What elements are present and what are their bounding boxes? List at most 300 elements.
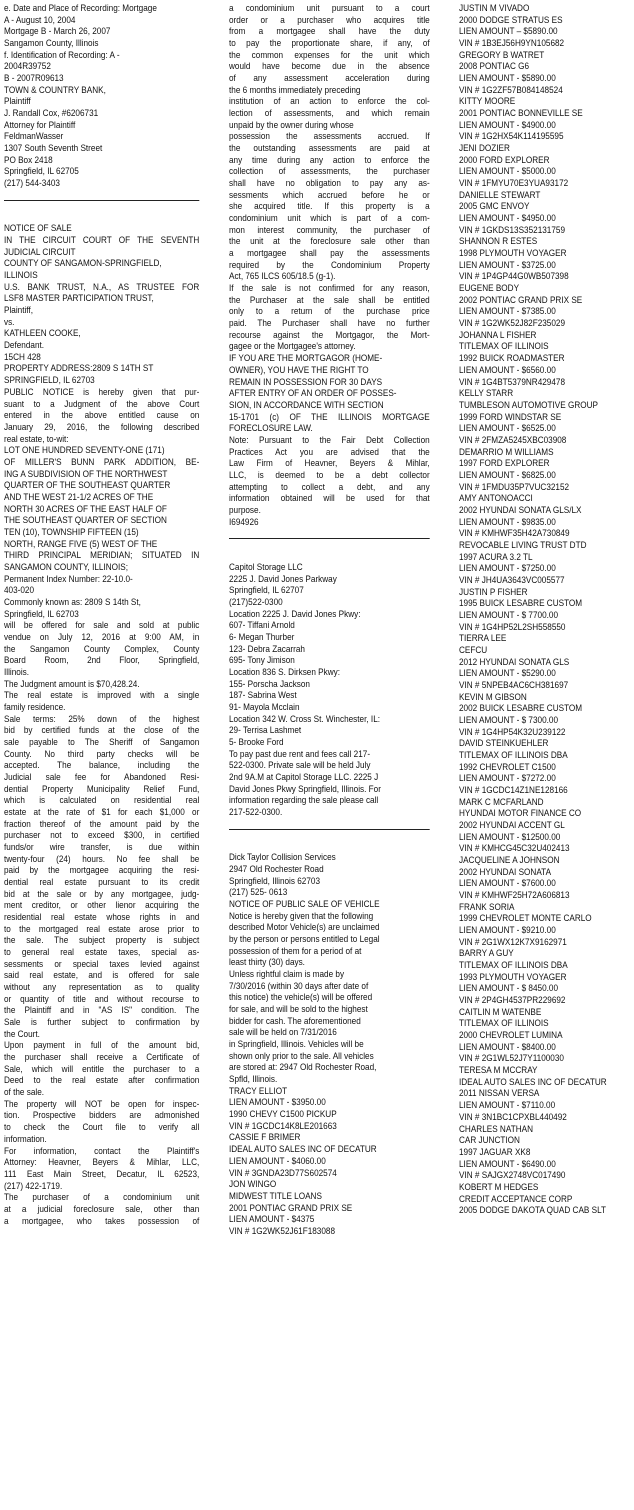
- text-line: REVOCABLE LIVING TRUST DTD: [459, 539, 587, 550]
- text-line: Location 836 S. Dirksen Pkwy:: [229, 666, 341, 677]
- text-line: Deed to the real estate after confirmation: [4, 1075, 200, 1086]
- text-line: TIERRA LEE: [459, 633, 507, 644]
- text-line: mon interest community, the purchaser of: [229, 224, 430, 235]
- text-line: e. Date and Place of Recording: Mortgage: [4, 3, 157, 13]
- notice-of-sale-continued: [229, 3, 430, 528]
- text-line: Sale, which will entitle the purchaser to a: [4, 1063, 200, 1074]
- text-line: described Motor Vehicle(s) are unclaimed: [229, 922, 380, 933]
- text-line: AFTER ENTRY OF AN ORDER OF POSSES-: [229, 388, 397, 399]
- text-line: JUSTIN P FISHER: [459, 586, 528, 597]
- text-line: TITLEMAX OF ILLINOIS DBA: [459, 960, 568, 971]
- text-line: VIN # 2G1WL52J7Y1100030: [459, 1053, 564, 1064]
- text-line: a mortgagee shall pay the assessments: [229, 248, 430, 259]
- text-line: the Court.: [4, 1028, 40, 1039]
- text-line: PUBLIC NOTICE is hereby given that pur-: [4, 386, 200, 397]
- text-line: 2005 GMC ENVOY: [459, 201, 530, 212]
- text-line: VIN # 1G2HX54K114195595: [459, 131, 564, 142]
- text-line: accepted. The balance, including the: [4, 760, 200, 771]
- text-line: VIN # 1G2WK52J82F235029: [459, 318, 566, 329]
- text-line: QUARTER OF THE SOUTHEAST QUARTER: [4, 480, 171, 491]
- text-line: VIN # KMHWF25H72A606813: [459, 890, 570, 901]
- text-line: 187- Sabrina West: [229, 690, 297, 701]
- text-line: 15CH 428: [4, 351, 41, 362]
- text-line: MARK C MCFARLAND: [459, 796, 544, 807]
- text-line: the purchaser shall receive a Certificate of: [4, 1052, 200, 1063]
- text-line: VIN # 3N1BC1CPXBL440492: [459, 1111, 567, 1122]
- text-line: collection of assessments, the purchaser: [229, 166, 430, 177]
- text-line: VIN # 1GKDS13S352131759: [459, 224, 566, 235]
- text-line: the unit at the foreclosure sale other than: [229, 236, 430, 247]
- text-line: Springfield, IL 62707: [229, 585, 304, 596]
- text-line: IF YOU ARE THE MORTGAGOR (HOME-: [229, 353, 383, 364]
- text-line: SION, IN ACCORDANCE WITH SECTION: [229, 399, 384, 410]
- text-line: 2004R39752: [4, 61, 51, 72]
- text-line: JUDICIAL CIRCUIT: [4, 246, 76, 257]
- text-line: VIN # KMHCG45C32U402413: [459, 843, 570, 854]
- text-line: CEFCU: [459, 644, 488, 655]
- text-line: LIEN AMOUNT - $ 7300.00: [459, 714, 559, 725]
- text-line: residential real estate whose rights in and: [4, 912, 200, 923]
- text-line: Attorney for Plaintiff: [4, 119, 76, 130]
- text-line: JON WINGO: [229, 1179, 277, 1190]
- text-line: bid by certified funds at the close of the: [4, 725, 200, 736]
- text-line: Spfld, Illinois.: [229, 1074, 278, 1085]
- capitol-storage-notice: [229, 562, 430, 819]
- text-line: KOBERT M HEDGES: [459, 1181, 539, 1192]
- text-line: LSF8 MASTER PARTICIPATION TRUST,: [4, 293, 154, 304]
- text-line: LIEN AMOUNT - $4950.00: [459, 213, 556, 224]
- text-line: 695- Tony Jimison: [229, 655, 295, 666]
- text-line: NORTH 30 ACRES OF THE EAST HALF OF: [4, 503, 167, 514]
- text-line: SPRINGFIELD, IL 62703: [4, 375, 95, 386]
- text-line: 2011 NISSAN VERSA: [459, 1088, 540, 1099]
- text-line: VIN # 1P4GP44G0WB507398: [459, 271, 569, 282]
- text-line: this notice) the vehicle(s) will be offered: [229, 992, 373, 1003]
- text-line: FORECLOSURE LAW.: [229, 423, 313, 434]
- text-line: Upon payment in full of the amount bid,: [4, 1040, 200, 1051]
- text-line: TITLEMAX OF ILLINOIS DBA: [459, 750, 568, 760]
- column-3: [459, 3, 634, 1217]
- text-line: VIN # SAJGX2748VC017490: [459, 1170, 566, 1181]
- text-line: sessments or special taxes levied against: [4, 958, 200, 969]
- text-line: 2002 HYUNDAI SONATA: [459, 866, 552, 877]
- text-line: DAVID STEINKUEHLER: [459, 738, 549, 749]
- text-line: suant to a Judgment of the above Court: [4, 398, 200, 409]
- text-line: IN THE CIRCUIT COURT OF THE SEVENTH: [4, 235, 200, 246]
- text-line: the common expenses for the unit which: [229, 49, 430, 60]
- text-line: LIEN AMOUNT - $7250.00: [459, 563, 556, 574]
- text-line: to pay the proportionate share, if any, of: [229, 38, 430, 49]
- text-line: for sale, and will be sold to the highest: [229, 1004, 368, 1015]
- text-line: Mortgage B - March 26, 2007: [4, 26, 111, 37]
- text-line: PROPERTY ADDRESS:2809 S 14TH ST: [4, 363, 154, 374]
- text-line: 6- Megan Thurber: [229, 631, 295, 642]
- text-line: at a judicial foreclosure sale, other than: [4, 1203, 200, 1214]
- text-line: fraction thereof of the amount paid by the: [4, 818, 200, 829]
- text-line: 1995 BUICK LESABRE CUSTOM: [459, 598, 583, 609]
- text-line: DEMARRIO M WILLIAMS: [459, 446, 554, 457]
- text-line: 1999 CHEVROLET MONTE CARLO: [459, 913, 592, 924]
- text-line: To pay past due rent and fees call 217-: [229, 748, 371, 759]
- text-line: VIN # 2G1WX12K7X9162971: [459, 936, 567, 947]
- text-line: CHARLES NATHAN: [459, 1123, 533, 1134]
- text-line: she acquired title. If this property is a: [229, 201, 430, 212]
- text-line: Law Firm of Heavner, Beyers & Mihlar,: [229, 458, 430, 469]
- text-line: a mortgagee, who takes possession of: [4, 1215, 200, 1226]
- text-line: LLC, is deemed to be a debt collector: [229, 469, 430, 480]
- text-line: 607- Tiffani Arnold: [229, 620, 295, 631]
- text-line: EUGENE BODY: [459, 283, 520, 294]
- text-line: 5- Brooke Ford: [229, 736, 284, 747]
- text-line: information obtained will be used for that: [229, 493, 430, 504]
- text-line: MIDWEST TITLE LOANS: [229, 1190, 322, 1201]
- text-line: LIEN AMOUNT - $6560.00: [459, 364, 556, 375]
- text-line: 2002 HYUNDAI ACCENT GL: [459, 820, 565, 831]
- text-line: Sale is further subject to confirmation by: [4, 1017, 200, 1028]
- text-line: JUSTIN M VIVADO: [459, 3, 530, 13]
- text-line: Commonly known as: 2809 S 14th St,: [4, 596, 141, 607]
- text-line: 2002 BUICK LESABRE CUSTOM: [459, 703, 583, 714]
- text-line: IDEAL AUTO SALES INC OF DECATUR: [229, 1144, 377, 1155]
- text-line: 155- Porscha Jackson: [229, 678, 310, 689]
- text-line: the 6 months immediately preceding: [229, 84, 361, 95]
- text-line: tion. Prospective bidders are admonished: [4, 1110, 200, 1121]
- text-line: 403-020: [4, 585, 35, 596]
- text-line: If the sale is not confirmed for any reason,: [229, 283, 430, 294]
- text-line: TUMBLESON AUTOMOTIVE GROUP: [459, 399, 599, 410]
- divider: [229, 829, 430, 830]
- text-line: funds/or wire transfer, is due within: [4, 842, 200, 853]
- text-line: 1992 BUICK ROADMASTER: [459, 353, 565, 364]
- text-line: LIEN AMOUNT - $4375: [229, 1214, 315, 1225]
- text-line: 2005 DODGE DAKOTA QUAD CAB SLT: [459, 1205, 607, 1216]
- text-line: to the mortgaged real estate arose prior to: [4, 923, 200, 934]
- text-line: VIN # 5NPEB4AC6CH381697: [459, 679, 569, 690]
- text-line: VIN # 1G4HP52L2SH558550: [459, 621, 566, 632]
- text-line: LIEN AMOUNT - $3950.00: [229, 1097, 326, 1108]
- text-line: Plaintiff: [4, 96, 31, 107]
- text-line: required by the Condominium Property: [229, 259, 430, 270]
- text-line: IDEAL AUTO SALES INC OF DECATUR: [459, 1076, 607, 1087]
- text-line: Practices Act you are advised that the: [229, 446, 430, 457]
- text-line: Springfield, IL 62703: [4, 608, 79, 619]
- text-line: HYUNDAI MOTOR FINANCE CO: [459, 808, 582, 819]
- text-line: sale will be held on 7/31/2016: [229, 1027, 337, 1038]
- text-line: VIN # 1GCDC14K8LE201663: [229, 1120, 337, 1131]
- text-line: paid. The Purchaser shall have no further: [229, 318, 430, 329]
- text-line: LIEN AMOUNT - $7272.00: [459, 773, 556, 784]
- text-line: Unless rightful claim is made by: [229, 969, 345, 980]
- text-line: LIEN AMOUNT - $ 8450.00: [459, 983, 559, 994]
- text-line: paid by the mortgagee acquiring the resi-: [4, 865, 200, 876]
- text-line: 1990 CHEVY C1500 PICKUP: [229, 1109, 337, 1120]
- text-line: LIEN AMOUNT - $4060.00: [229, 1155, 326, 1166]
- text-line: NOTICE OF SALE: [4, 223, 72, 234]
- text-line: 2002 PONTIAC GRAND PRIX SE: [459, 294, 583, 305]
- text-line: LIEN AMOUNT - $7385.00: [459, 306, 556, 317]
- text-line: TITLEMAX OF ILLINOIS: [459, 1018, 549, 1029]
- text-line: Board Room, 2nd Floor, Springfield,: [4, 655, 200, 666]
- text-line: 2001 PONTIAC GRAND PRIX SE: [229, 1202, 353, 1213]
- text-line: estate at the rate of $1 for each $1,000 or: [4, 807, 200, 818]
- text-line: information regarding the sale please call: [229, 795, 379, 806]
- text-line: David Jones Pkwy Springfield, Illinois. For: [229, 783, 381, 794]
- text-line: ILLINOIS: [4, 270, 38, 281]
- text-line: OF MILLER'S BUNN PARK ADDITION, BE-: [4, 456, 200, 467]
- text-line: Attorney: Heavner, Beyers & Mihlar, LLC,: [4, 1157, 200, 1168]
- text-line: TERESA M MCCRAY: [459, 1065, 538, 1076]
- text-line: condominium unit which is part of a com-: [229, 213, 430, 224]
- text-line: SHANNON R ESTES: [459, 236, 538, 247]
- text-line: (217) 544-3403: [4, 178, 60, 189]
- text-line: VIN # 1GCDC14Z1NE128166: [459, 785, 568, 796]
- spacer: [229, 841, 430, 853]
- text-line: 2012 HYUNDAI SONATA GLS: [459, 656, 570, 667]
- text-line: LIEN AMOUNT – $5890.00: [459, 26, 558, 37]
- spacer: [229, 550, 430, 562]
- text-line: (217) 422-1719.: [4, 1180, 63, 1191]
- text-line: vs.: [4, 316, 15, 327]
- text-line: U.S. BANK TRUST, N.A., AS TRUSTEE FOR: [4, 281, 200, 292]
- vehicle-list: [459, 3, 634, 1217]
- text-line: The purchaser of a condominium unit: [4, 1192, 200, 1203]
- text-line: OWNER), YOU HAVE THE RIGHT TO: [229, 364, 369, 375]
- text-line: entered in the above entitled cause on: [4, 410, 200, 421]
- text-line: AND THE WEST 21-1/2 ACRES OF THE: [4, 491, 154, 502]
- text-line: 1307 South Seventh Street: [4, 143, 103, 154]
- text-line: I694926: [229, 516, 259, 527]
- text-line: shown only prior to the sale. All vehicles: [229, 1050, 374, 1061]
- text-line: VIN # 2FMZA5245XBC03908: [459, 434, 567, 445]
- text-line: bid at the sale or by any mortgagee, judg-: [4, 888, 200, 899]
- text-line: VIN # KMHWF35H42A730849: [459, 528, 570, 539]
- text-line: REMAIN IN POSSESSION FOR 30 DAYS: [229, 376, 383, 387]
- text-line: NOTICE OF PUBLIC SALE OF VEHICLE: [229, 899, 380, 910]
- text-line: January 29, 2016, the following described: [4, 421, 200, 432]
- text-line: dential real estate pursuant to its credit: [4, 877, 200, 888]
- text-line: LIEN AMOUNT - $5290.00: [459, 668, 556, 679]
- text-line: VIN # 3GNDA23D77S602574: [229, 1167, 337, 1178]
- text-line: A - August 10, 2004: [4, 14, 76, 25]
- divider: [4, 200, 199, 201]
- text-line: Judicial sale fee for Abandoned Resi-: [4, 772, 200, 782]
- text-line: J. Randall Cox, #6206731: [4, 108, 99, 119]
- text-line: the Sangamon County Complex, County: [4, 643, 200, 654]
- text-line: from a mortgagee shall have the duty: [229, 26, 430, 37]
- text-line: For information, contact the Plaintiff's: [4, 1145, 200, 1156]
- text-line: Defendant.: [4, 340, 45, 351]
- text-line: Act, 765 ILCS 605/18.5 (g-1).: [229, 271, 336, 282]
- text-line: 1998 PLYMOUTH VOYAGER: [459, 248, 567, 259]
- text-line: The real estate is improved with a single: [4, 690, 200, 701]
- column-1: [4, 3, 199, 1227]
- text-line: LIEN AMOUNT - $7110.00: [459, 1100, 556, 1111]
- text-line: 1997 FORD EXPLORER: [459, 458, 550, 469]
- text-line: the outstanding assessments are paid at: [229, 143, 430, 154]
- text-line: JACQUELINE A JOHNSON: [459, 855, 560, 866]
- text-line: The Judgment amount is $70,428.24.: [4, 678, 140, 689]
- text-line: purpose.: [229, 504, 261, 515]
- text-line: only to a return of the purchase price: [229, 306, 430, 317]
- text-line: Sale terms: 25% down of the highest: [4, 713, 200, 724]
- text-line: LIEN AMOUNT - $12500.00: [459, 831, 561, 842]
- text-line: Springfield, Illinois 62703: [229, 875, 320, 886]
- text-line: FeldmanWasser: [4, 131, 64, 142]
- text-line: 2000 FORD EXPLORER: [459, 154, 550, 165]
- text-line: 2001 PONTIAC BONNEVILLE SE: [459, 108, 583, 119]
- text-line: Springfield, IL 62705: [4, 166, 79, 177]
- text-line: 2225 J. David Jones Parkway: [229, 573, 337, 584]
- text-line: to general real estate taxes, special as-: [4, 947, 200, 958]
- text-line: 1993 PLYMOUTH VOYAGER: [459, 971, 567, 982]
- column-2: [229, 3, 430, 1238]
- text-line: Plaintiff,: [4, 305, 33, 316]
- text-line: 29- Terrisa Lashmet: [229, 725, 302, 736]
- text-line: TEN (10), TOWNSHIP FIFTEEN (15): [4, 526, 139, 537]
- text-line: least thirty (30) days.: [229, 957, 305, 968]
- text-line: of the sale.: [4, 1087, 45, 1098]
- text-line: 2nd 9A.M at Capitol Storage LLC. 2225 J: [229, 772, 379, 782]
- text-line: any time during any action to enforce the: [229, 154, 430, 165]
- text-line: LIEN AMOUNT - $3725.00: [459, 259, 556, 270]
- text-line: CREDIT ACCEPTANCE CORP: [459, 1193, 573, 1204]
- text-line: LIEN AMOUNT - $5890.00: [459, 73, 556, 84]
- text-line: 1997 ACURA 3.2 TL: [459, 551, 533, 562]
- text-line: 1999 FORD WINDSTAR SE: [459, 411, 562, 422]
- text-line: JENI DOZIER: [459, 143, 510, 154]
- text-line: 123- Debra Zacarrah: [229, 643, 305, 654]
- text-line: the Plaintiff and in "AS IS" condition. The: [4, 1005, 200, 1016]
- text-line: will be offered for sale and sold at public: [4, 620, 200, 631]
- text-line: KELLY STARR: [459, 388, 514, 399]
- text-line: possession the assessments accrued. If: [229, 131, 430, 142]
- text-line: a condominium unit pursuant to a court: [229, 3, 430, 13]
- text-line: LIEN AMOUNT - $6825.00: [459, 469, 556, 480]
- text-line: shall have no obligation to pay any as-: [229, 178, 430, 189]
- text-line: attempting to collect a debt, and any: [229, 481, 430, 492]
- text-line: VIN # 1B3EJ56H9YN105682: [459, 38, 565, 49]
- text-line: VIN # 2P4GH4537PR229692: [459, 995, 566, 1006]
- text-line: LIEN AMOUNT - $6490.00: [459, 1158, 556, 1169]
- text-line: (217)522-0300: [229, 596, 283, 607]
- text-line: CASSIE F BRIMER: [229, 1132, 301, 1143]
- text-line: or quantity of title and without recourse to: [4, 993, 200, 1004]
- text-line: unpaid by the owner during whose: [229, 119, 354, 130]
- divider: [229, 538, 430, 539]
- text-line: LIEN AMOUNT - $6525.00: [459, 423, 556, 434]
- text-line: of any assessment acceleration during: [229, 73, 430, 84]
- vehicle-sale-notice: [229, 852, 430, 1237]
- text-line: The property will NOT be open for inspec-: [4, 1098, 200, 1109]
- text-line: the sale. The subject property is subject: [4, 935, 200, 946]
- text-line: VIN # 1G4HP54K32U239122: [459, 726, 566, 737]
- text-line: which is calculated on residential real: [4, 795, 200, 806]
- text-line: DANIELLE STEWART: [459, 189, 541, 200]
- text-line: 522-0300. Private sale will be held July: [229, 760, 371, 771]
- text-line: VIN # 1FMYU70E3YUA93172: [459, 178, 569, 189]
- text-line: LIEN AMOUNT - $8400.00: [459, 1041, 556, 1052]
- text-line: 91- Mayola Mcclain: [229, 701, 300, 712]
- text-line: VIN # JH4UA3643VC005577: [459, 574, 565, 585]
- text-line: institution of an action to enforce the col-: [229, 96, 430, 107]
- text-line: BARRY A GUY: [459, 948, 514, 959]
- text-line: the Purchaser at the sale shall be entitled: [229, 294, 430, 305]
- text-line: without any representation as to quality: [4, 982, 200, 993]
- text-line: 7/30/2016 (within 30 days after date of: [229, 980, 369, 991]
- text-line: Capitol Storage LLC: [229, 561, 303, 572]
- text-line: 2002 HYUNDAI SONATA GLS/LX: [459, 504, 582, 515]
- text-line: CAR JUNCTION: [459, 1135, 520, 1146]
- text-line: 1997 JAGUAR XK8: [459, 1146, 531, 1157]
- text-line: NORTH, RANGE FIVE (5) WEST OF THE: [4, 538, 158, 549]
- text-line: dential Property Municipality Relief Fund,: [4, 783, 200, 794]
- text-line: LIEN AMOUNT - $4900.00: [459, 119, 556, 130]
- text-line: sale payable to The Sheriff of Sangamon: [4, 736, 200, 747]
- text-line: purchaser not to exceed $300, in certified: [4, 830, 200, 841]
- text-line: LOT ONE HUNDRED SEVENTY-ONE (171): [4, 445, 165, 456]
- text-line: 2008 PONTIAC G6: [459, 61, 530, 72]
- spacer: [4, 212, 199, 224]
- text-line: vendue on July 12, 2016 at 9:00 AM, in: [4, 631, 200, 642]
- text-line: said real estate, and is offered for sale: [4, 970, 200, 981]
- text-line: Note: Pursuant to the Fair Debt Collection: [229, 434, 430, 445]
- text-line: LIEN AMOUNT - $ 7700.00: [459, 609, 559, 620]
- text-line: information.: [4, 1133, 47, 1144]
- mortgage-notice-tail: [4, 3, 199, 190]
- text-line: VIN # 1FMDU35P7VUC32152: [459, 481, 570, 492]
- text-line: possession of them for a period of at: [229, 945, 362, 956]
- text-line: SANGAMON COUNTY, ILLINOIS;: [4, 561, 129, 572]
- text-line: 2000 CHEVROLET LUMINA: [459, 1030, 563, 1041]
- text-line: VIN # 1G4BT5379NR429478: [459, 376, 566, 387]
- notice-of-sale: [4, 223, 199, 1227]
- text-line: Location 342 W. Cross St. Winchester, IL:: [229, 713, 381, 724]
- text-line: ment creditor, or other lienor acquiring the: [4, 900, 200, 911]
- text-line: sessments which accrued before he or: [229, 189, 430, 200]
- text-line: Permanent Index Number: 22-10.0-: [4, 573, 133, 584]
- text-line: lection of assessments, and which remain: [229, 108, 430, 119]
- text-line: AMY ANTONOACCI: [459, 493, 533, 504]
- text-line: to check the Court file to verify all: [4, 1122, 200, 1133]
- text-line: real estate, to-wit:: [4, 433, 69, 444]
- text-line: LIEN AMOUNT - $5000.00: [459, 166, 556, 177]
- text-line: B - 2007R09613: [4, 73, 64, 84]
- text-line: order or a purchaser who acquires title: [229, 14, 430, 25]
- text-line: gagee or the Mortgagee's attorney.: [229, 341, 356, 352]
- text-line: JOHANNA L FISHER: [459, 329, 537, 340]
- text-line: Notice is hereby given that the following: [229, 910, 374, 921]
- text-line: FRANK SORIA: [459, 901, 515, 912]
- text-line: 15-1701 (c) OF THE ILLINOIS MORTGAGE: [229, 411, 430, 422]
- text-line: 2000 DODGE STRATUS ES: [459, 14, 563, 25]
- text-line: VIN # 1G2WK52J61F183088: [229, 1225, 336, 1236]
- text-line: County. No third party checks will be: [4, 748, 200, 759]
- text-line: LIEN AMOUNT - $9835.00: [459, 516, 556, 527]
- text-line: LIEN AMOUNT - $9210.00: [459, 925, 556, 936]
- text-line: VIN # 1G2ZF57B084148524: [459, 84, 563, 95]
- text-line: (217) 525- 0613: [229, 887, 288, 898]
- text-line: 111 East Main Street, Decatur, IL 62523,: [4, 1168, 200, 1179]
- text-line: Location 2225 J. David Jones Pkwy:: [229, 608, 361, 619]
- text-line: by the person or persons entitled to Legal: [229, 934, 380, 945]
- text-line: recourse against the Mortgagor, the Mort-: [229, 329, 430, 340]
- text-line: COUNTY OF SANGAMON-SPRINGFIELD,: [4, 258, 162, 269]
- text-line: would have become due in the absence: [229, 61, 430, 72]
- text-line: PO Box 2418: [4, 154, 53, 165]
- text-line: f. Identification of Recording: A -: [4, 49, 120, 60]
- text-line: ING A SUBDIVISION OF THE NORTHWEST: [4, 468, 168, 479]
- text-line: CAITLIN M WATENBE: [459, 1006, 542, 1017]
